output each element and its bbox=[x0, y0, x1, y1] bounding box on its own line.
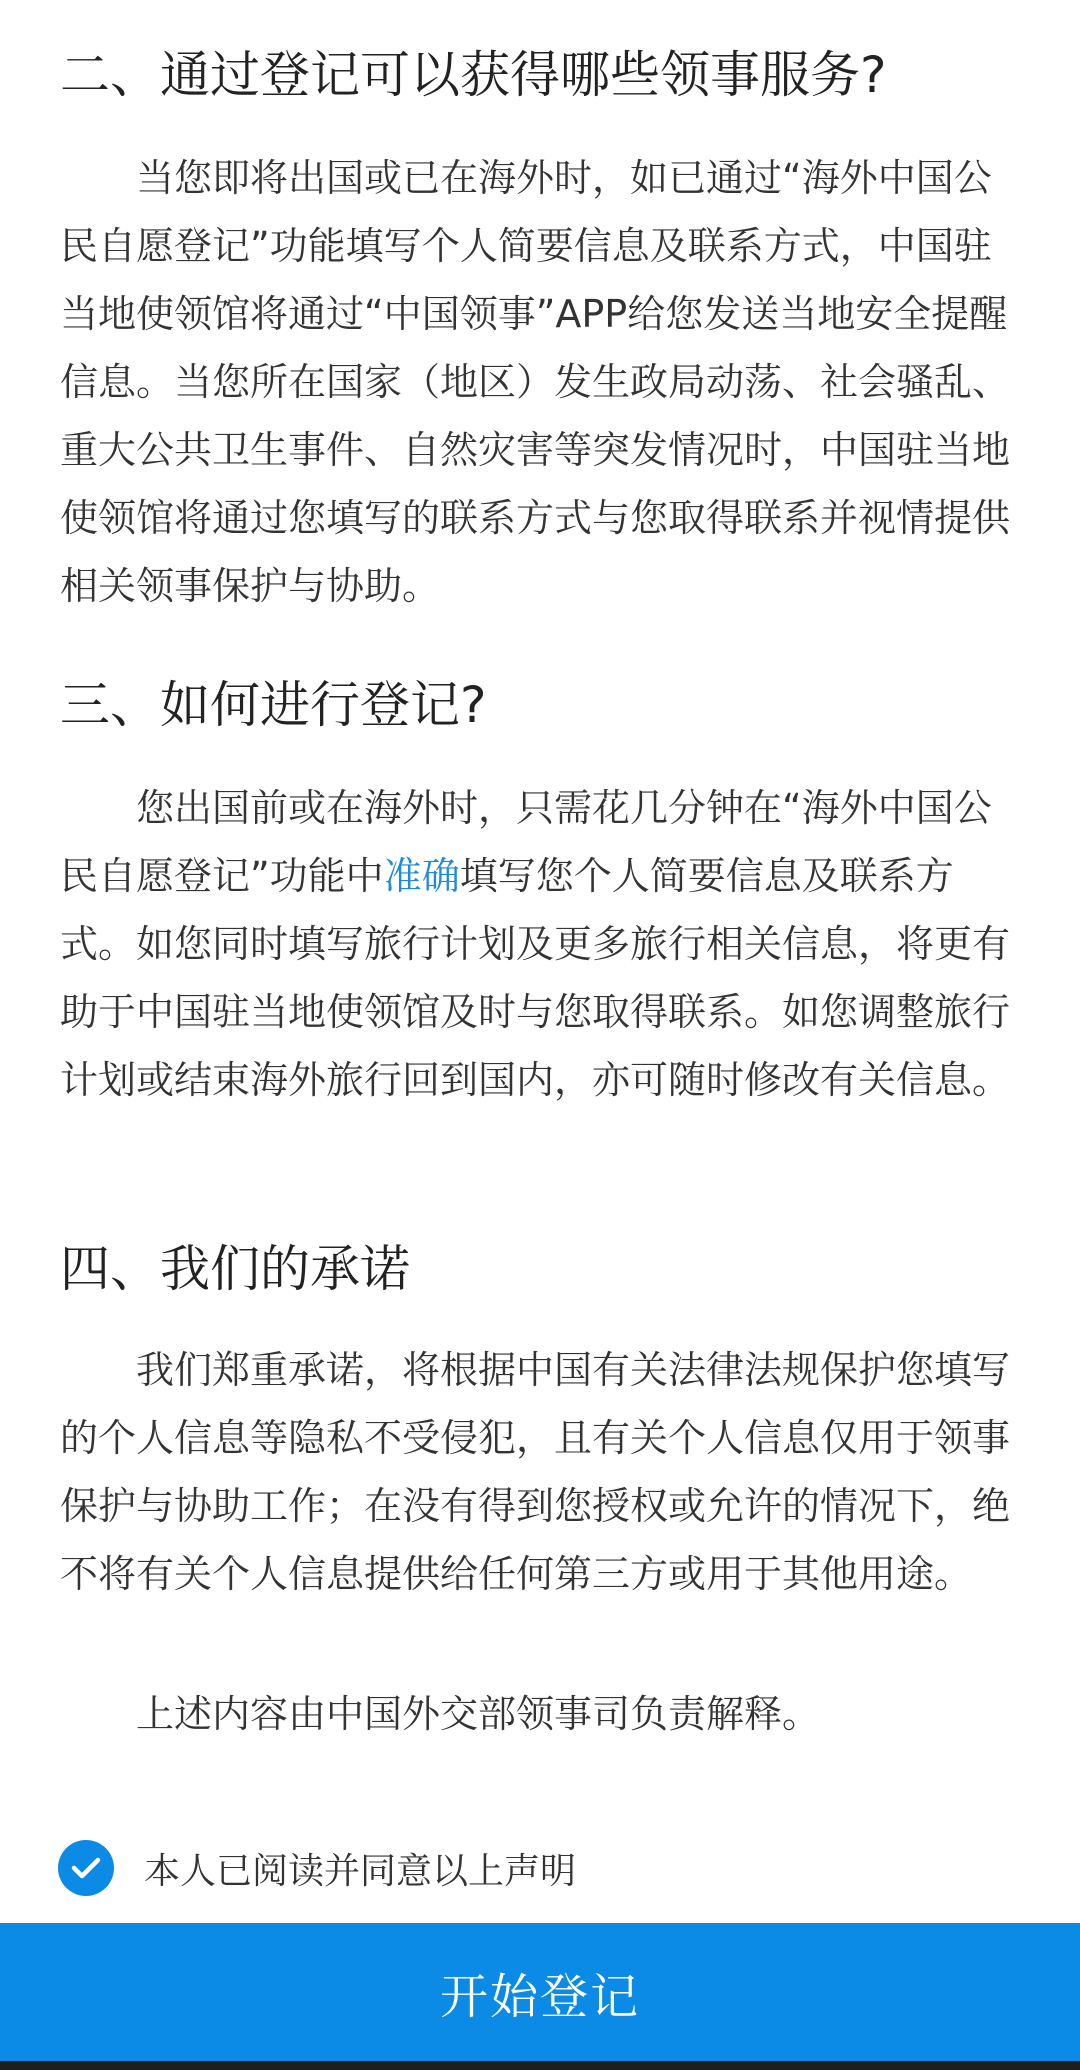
section-paragraph-how-to-register bbox=[60, 774, 1020, 1114]
section-title-commitment: 四、我们的承诺 bbox=[60, 1240, 410, 1298]
checkmark-icon bbox=[71, 1856, 101, 1880]
agreement-row[interactable] bbox=[58, 1838, 576, 1898]
agreement-label[interactable]: 本人已阅读并同意以上声明 bbox=[144, 1850, 577, 1892]
start-registration-button[interactable]: 开始登记 bbox=[0, 1923, 1080, 2061]
bottom-edge-bar bbox=[0, 2061, 1080, 2070]
section-title-how-to-register: 三、如何进行登记? bbox=[60, 676, 487, 734]
section-paragraph-services: 当您即将出国或已在海外时，如已通过“海外中国公民自愿登记”功能填写个人简要信息及联系方式，中国驻当地使领馆将通过“中国领事”APP给您发送当地安全提醒信息。当您所在国家（地区）发生政局动荡、社会骚乱、重大公共卫生事件、自然灾害等突发情况时，中国驻当地使领馆将通过您填写的联系方式与您取得联系并视情提供相关领事保护与协助。 bbox=[60, 156, 1011, 608]
agreement-checkbox[interactable] bbox=[58, 1840, 114, 1896]
paragraph-text-before: 您出国前或在海外时，只需花几分钟在“海外中国公民自愿登记”功能中 bbox=[60, 786, 992, 898]
section-paragraph-commitment: 我们郑重承诺，将根据中国有关法律法规保护您填写的个人信息等隐私不受侵犯，且有关个人信息仅用于领事保护与协助工作；在没有得到您授权或允许的情况下，绝不将有关个人信息提供给任何第三方或用于其他用途。 bbox=[60, 1348, 1011, 1596]
section-title-services: 二、通过登记可以获得哪些领事服务? bbox=[60, 46, 887, 104]
paragraph-text-after: 填写您个人简要信息及联系方式。如您同时填写旅行计划及更多旅行相关信息，将更有助于中国驻当地使领馆及时与您取得联系。如您调整旅行计划或结束海外旅行回到国内，亦可随时修改有关信息。 bbox=[60, 854, 1011, 1102]
interpretation-note: 上述内容由中国外交部领事司负责解释。 bbox=[136, 1692, 821, 1736]
highlight-text-accurate: 准确 bbox=[383, 854, 460, 898]
